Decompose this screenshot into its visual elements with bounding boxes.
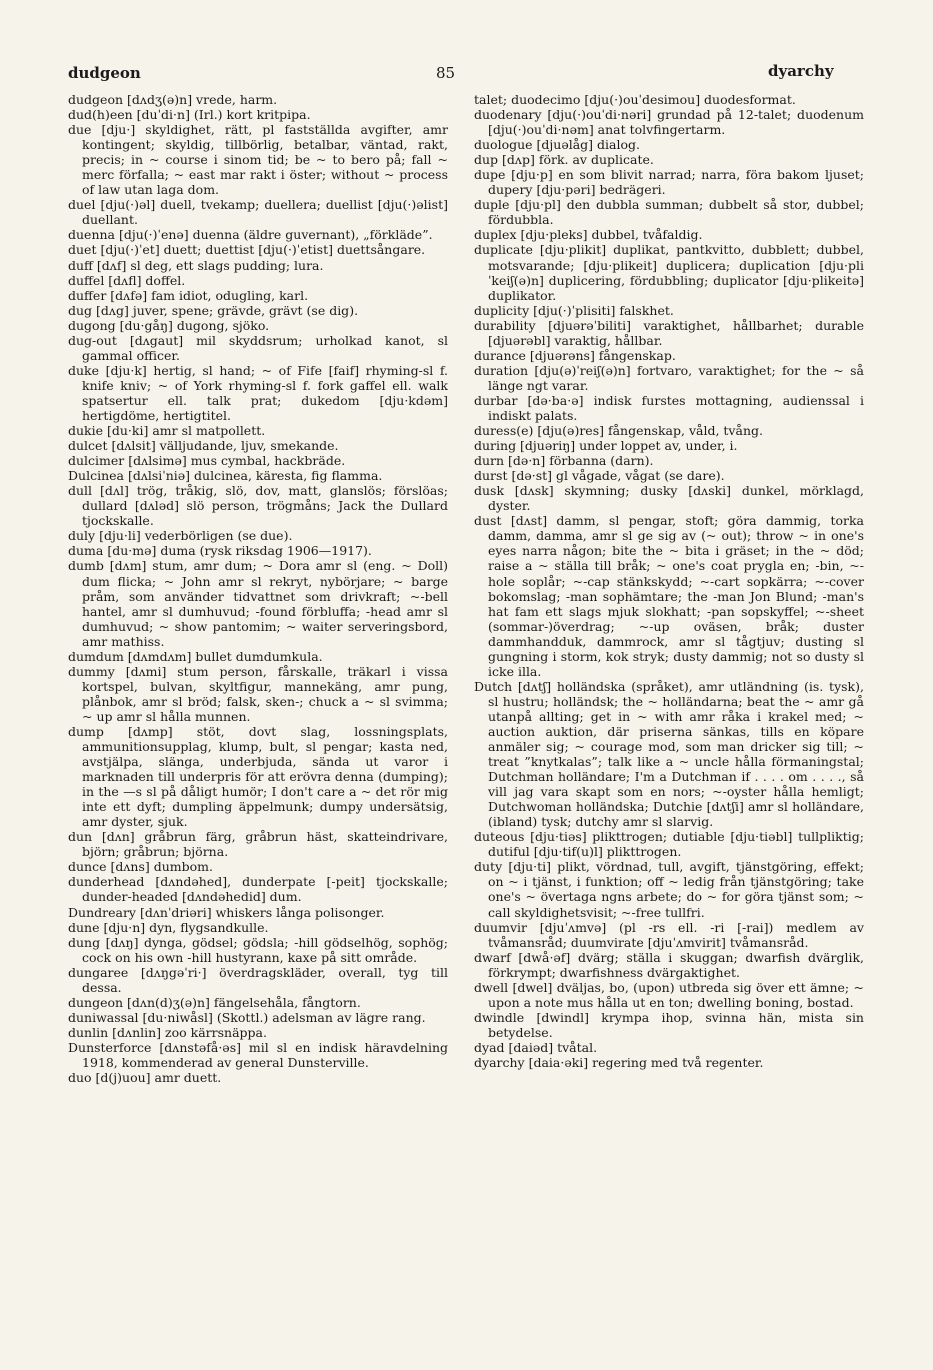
dictionary-entry: duodenary [dju(·)ouˈdi·nəri] grundad på 12-talet; duodenum [dju(·)ouˈdi·nəm] anat tolvfingertarm. — [474, 107, 864, 138]
dictionary-entry: Dundreary [dʌnˈdriəri] whiskers långa polisonger. — [68, 904, 385, 920]
dictionary-entry: durability [djuərəˈbiliti] varaktighet, hållbarhet; durable [djuərəbl] varaktig, hållbar. — [474, 317, 864, 348]
dictionary-entry: dug [dʌg] juver, spene; grävde, grävt (se dig). — [68, 302, 359, 318]
dictionary-entry: duke [dju·k] hertig, sl hand; ~ of Fife [faif] rhyming-sl f. knife kniv; ~ of York rhyming-sl f. fork gaffel ell. walk spatsertur ell. talk prat; dukedom [dju·kdəm] hertigdöme, hertigtitel. — [68, 362, 448, 423]
dictionary-entry: dust [dʌst] damm, sl pengar, stoft; göra dammig, torka damm, damma, amr sl ge sig av (~ out); throw ~ in one's eyes narra någon; bite the ~ bita i gräset; in the ~ död; raise a ~ ställa till bråk; ~ one's coat prygla en; -bin, ~-hole soplår; ~-cap stänkskydd; ~-cart sopkärra; ~-cover bokomslag; -man sophämtare; the -man Jon Blund; -man's hat fam ett slags mjuk slokhatt; -pan sopskyffel; ~-sheet (sommar-)överdrag; ~-up oväsen, bråk; duster dammhandduk, dammrock, amr sl tågtjuv; dusting sl gungning i storm, kok stryk; dusty dammig; not so dusty sl icke illa. — [474, 513, 864, 679]
dictionary-entry: dune [dju·n] dyn, flygsandkulle. — [68, 919, 269, 935]
dictionary-entry: dunderhead [dʌndəhed], dunderpate [-peit] tjockskalle; dunder-headed [dʌndəhedid] dum. — [68, 874, 448, 905]
dictionary-entry: duniwassal [du·niwåsl] (Skottl.) adelsman av lägre rang. — [68, 1009, 426, 1025]
dictionary-entry: dyad [daiəd] tvåtal. — [474, 1039, 598, 1055]
dictionary-entry: dug-out [dʌgaut] mil skyddsrum; urholkad kanot, sl gammal officer. — [68, 332, 448, 363]
dictionary-entry: dungeon [dʌn(d)ʒ(ə)n] fängelsehåla, fångtorn. — [68, 994, 361, 1010]
left-column — [68, 92, 448, 1342]
dictionary-entry: dump [dʌmp] stöt, dovt slag, lossningsplats, ammunitionsupplag, klump, bult, sl pengar; kasta ned, avstjälpa, slänga, underbjuda, sända ut varor i marknaden till underpris för att erövra denna (dumping); in the —s sl på dåligt humör; I don't care a ~ det rör mig inte ett dyft; dumpling äppelmunk; dumpy undersätsig, amr dyster, sjuk. — [68, 723, 448, 830]
dictionary-entry: duplicate [dju·plikit] duplikat, pantkvitto, dubblett; dubbel, motsvarande; [dju·plikeit] duplicera; duplication [dju·pliˈkeiʃ(ə)n] duplicering, fördubbling; duplicator [dju·plikeitə] duplikator. — [474, 242, 864, 303]
dictionary-entry: dusk [dʌsk] skymning; dusky [dʌski] dunkel, mörklagd, dyster. — [474, 483, 864, 514]
dictionary-entry: dwindle [dwindl] krympa ihop, svinna hän, mista sin betydelse. — [474, 1009, 864, 1040]
dictionary-entry: durst [də·st] gl vågade, vågat (se dare). — [474, 468, 725, 484]
dictionary-entry: duff [dʌf] sl deg, ett slags pudding; lura. — [68, 257, 324, 273]
dictionary-entry: duel [dju(·)əl] duell, tvekamp; duellera; duellist [dju(·)əlist] duellant. — [68, 197, 448, 228]
dictionary-entry: duma [du·mə] duma (rysk riksdag 1906—1917). — [68, 543, 372, 559]
dictionary-entry: duenna [dju(·)ˈenə] duenna (äldre guvernant), „förkläde”. — [68, 227, 433, 243]
dictionary-entry: dulcimer [dʌlsimə] mus cymbal, hackbräde. — [68, 453, 346, 469]
dictionary-entry: duffel [dʌfl] doffel. — [68, 272, 186, 288]
dictionary-entry: dudgeon [dʌdʒ(ə)n] vrede, harm. — [68, 92, 278, 107]
dictionary-entry: dyarchy [daia·əki] regering med två regenter. — [474, 1055, 764, 1070]
dictionary-entry: duologue [djuəlåg] dialog. — [474, 137, 640, 153]
dictionary-entry: dugong [du·gåŋ] dugong, sjöko. — [68, 317, 270, 333]
dictionary-entry: dumb [dʌm] stum, amr dum; ~ Dora amr sl (eng. ~ Doll) dum flicka; ~ John amr sl rekryt, nybörjare; ~ barge pråm, som använder tidvattnet som drivkraft; ~-bell hantel, amr sl dumhuvud; -found förbluffa; -head amr sl dumhuvud; ~ show pantomim; ~ waiter serveringsbord, amr mathiss. — [68, 558, 448, 649]
dictionary-entry: Dunsterforce [dʌnstəfå·əs] mil sl en indisk häravdelning 1918, kommenderad av general Dunsterville. — [68, 1039, 448, 1070]
dictionary-entry: dunlin [dʌnlin] zoo kärrsnäppa. — [68, 1024, 267, 1040]
dictionary-entry: talet; duodecimo [dju(·)ouˈdesimou] duodesformat. — [474, 92, 796, 107]
dictionary-entry: duteous [dju·tiəs] plikttrogen; dutiable [dju·tiəbl] tullpliktig; dutiful [dju·tif(u)l] plikttrogen. — [474, 829, 864, 860]
dictionary-entry: dukie [du·ki] amr sl matpollett. — [68, 423, 266, 439]
dictionary-entry: dumdum [dʌmdʌm] bullet dumdumkula. — [68, 648, 323, 664]
dictionary-entry: dummy [dʌmi] stum person, fårskalle, träkarl i vissa kortspel, bulvan, skyltfigur, mannekäng, amr pung, plånbok, amr sl bröd; falsk, sken-; chuck a ~ sl svimma; ~ up amr sl hålla munnen. — [68, 663, 448, 724]
dictionary-entry: during [djuəriŋ] under loppet av, under, i. — [474, 438, 738, 454]
dictionary-entry: dupe [dju·p] en som blivit narrad; narra, föra bakom ljuset; dupery [dju·pəri] bedrägeri. — [474, 167, 864, 198]
dictionary-entry: Dutch [dʌtʃ] holländska (språket), amr utländning (is. tysk), sl hustru; holländsk; the ~ holländarna; beat the ~ amr gå utanpå allting; get in ~ with amr råka i krakel med; ~ auction auktion, där priserna sänkas, tills en köpare anmäler sig; ~ courage mod, som man dricker sig till; ~ treat ”knytkalas”; talk like a ~ uncle hålla förmaningstal; Dutchman holländare; I'm a Dutchman if . . . . om . . . ., så vill jag vara skapt som en nors; ~-oyster hålla hemligt; Dutchwoman holländska; Dutchie [dʌtʃi] amr sl holländare, (ibland) tysk; dutchy amr sl slarvig. — [474, 678, 864, 830]
dictionary-entry: duly [dju·li] vederbörligen (se due). — [68, 528, 293, 544]
dictionary-entry: duplicity [dju(·)ˈplisiti] falskhet. — [474, 302, 674, 318]
dictionary-entry: dun [dʌn] gråbrun färg, gråbrun häst, skatteindrivare, björn; gråbrun; björna. — [68, 829, 448, 860]
page-number: 85 — [436, 64, 456, 82]
dictionary-entry: duration [dju(ə)ˈreiʃ(ə)n] fortvaro, varaktighet; for the ~ så länge ngt varar. — [474, 362, 864, 393]
right-column — [474, 92, 864, 1342]
running-head-right: dyarchy — [768, 62, 834, 80]
dictionary-entry: duet [dju(·)ˈet] duett; duettist [dju(·)ˈetist] duettsångare. — [68, 242, 426, 258]
dictionary-entry: dungaree [dʌŋgəˈri·] överdragskläder, overall, tyg till dessa. — [68, 964, 448, 995]
dictionary-entry: duple [dju·pl] den dubbla summan; dubbelt så stor, dubbel; fördubbla. — [474, 197, 864, 228]
dictionary-entry: dud(h)een [duˈdi·n] (Irl.) kort kritpipa. — [68, 107, 311, 123]
dictionary-entry: Dulcinea [dʌlsiˈniə] dulcinea, käresta, fig flamma. — [68, 468, 383, 484]
dictionary-entry: duffer [dʌfə] fam idiot, odugling, karl. — [68, 287, 309, 303]
dictionary-entry: duty [dju·ti] plikt, vördnad, tull, avgift, tjänstgöring, effekt; on ~ i tjänst, i funktion; off ~ ledig från tjänstgöring; take one's ~ övertaga ngns arbete; do ~ for göra tjänst som; ~ call skyldighetsvisit; ~-free tullfri. — [474, 859, 864, 920]
dictionary-entry: dung [dʌŋ] dynga, gödsel; gödsla; -hill gödselhög, sophög; cock on his own -hill hustyrann, kaxe på sitt område. — [68, 934, 448, 965]
dictionary-entry: durbar [də·ba·ə] indisk furstes mottagning, audienssal i indiskt palats. — [474, 392, 864, 423]
dictionary-entry: durn [də·n] förbanna (darn). — [474, 453, 654, 469]
dictionary-entry: dull [dʌl] trög, tråkig, slö, dov, matt, glanslös; förslöas; dullard [dʌləd] slö person, trögmåns; Jack the Dullard tjockskalle. — [68, 483, 448, 529]
running-head-left: dudgeon — [68, 64, 141, 82]
dictionary-entry: dwarf [dwå·əf] dvärg; ställa i skuggan; dwarfish dvärglik, förkrympt; dwarfishness dvärgaktighet. — [474, 949, 864, 980]
dictionary-entry: duo [d(j)uou] amr duett. — [68, 1070, 222, 1086]
dictionary-entry: due [dju·] skyldighet, rätt, pl fastställda avgifter, amr kontingent; skyldig, tillbörlig, betalbar, väntad, rakt, precis; in ~ course i sinom tid; be ~ to bero på; fall ~ merc förfalla; ~ east mar rakt i öster; without ~ process of law utan laga dom. — [68, 122, 448, 198]
dictionary-entry: dup [dʌp] förk. av duplicate. — [474, 152, 654, 168]
dictionary-entry: duplex [dju·pleks] dubbel, tvåfaldig. — [474, 227, 703, 243]
dictionary-entry: duress(e) [dju(ə)res] fångenskap, våld, tvång. — [474, 423, 763, 439]
dictionary-entry: duumvir [djuˈʌmvə] (pl -rs ell. -ri [-rai]) medlem av tvåmansråd; duumvirate [djuˈʌmvirit] tvåmansråd. — [474, 919, 864, 950]
dictionary-entry: dulcet [dʌlsit] välljudande, ljuv, smekande. — [68, 438, 339, 454]
dictionary-entry: dwell [dwel] dväljas, bo, (upon) utbreda sig över ett ämne; ~ upon a note mus hålla ut en ton; dwelling boning, bostad. — [474, 979, 864, 1010]
dictionary-entry: durance [djuərəns] fångenskap. — [474, 347, 676, 363]
dictionary-entry: dunce [dʌns] dumbom. — [68, 859, 213, 875]
